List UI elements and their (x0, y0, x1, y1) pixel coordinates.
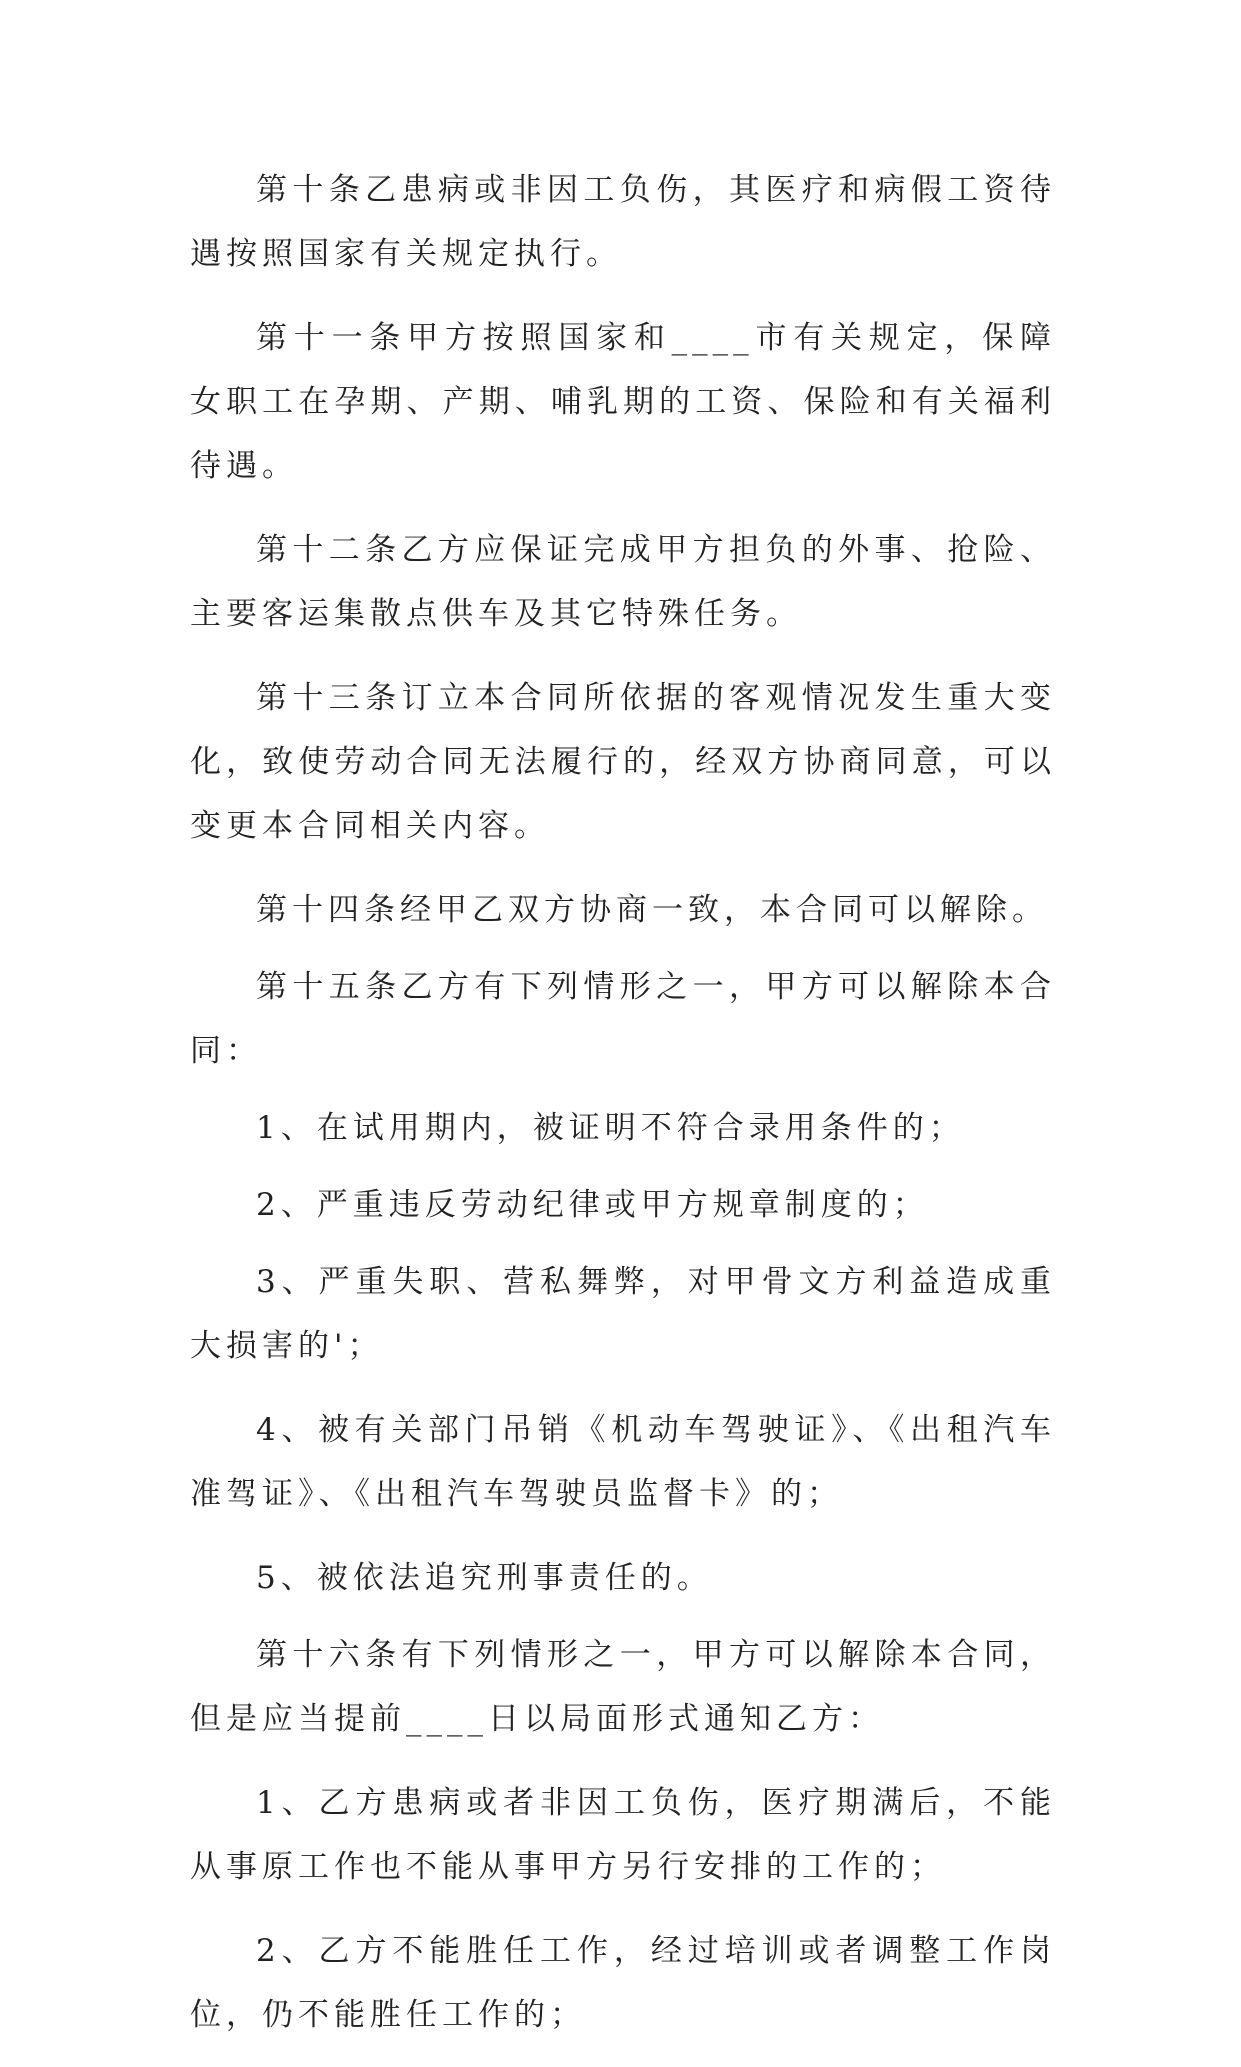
article-15-item-4: 4、被有关部门吊销《机动车驾驶证》、《出租汽车准驾证》、《出租汽车驾驶员监督卡》的； (190, 1412, 1056, 1512)
article-16-item-1: 1、乙方患病或者非因工负伤，医疗期满后，不能从事原工作也不能从事甲方另行安排的工作的； (190, 1785, 1056, 1885)
article-10: 第十条乙患病或非因工负伤，其医疗和病假工资待遇按照国家有关规定执行。 (190, 172, 1056, 272)
article-16: 第十六条有下列情形之一，甲方可以解除本合同，但是应当提前____日以局面形式通知乙方： (190, 1637, 1056, 1737)
article-11: 第十一条甲方按照国家和____市有关规定，保障女职工在孕期、产期、哺乳期的工资、保险和有关福利待遇。 (190, 320, 1056, 484)
article-15-item-1: 1、在试用期内，被证明不符合录用条件的； (256, 1110, 965, 1146)
article-15: 第十五条乙方有下列情形之一，甲方可以解除本合同： (190, 969, 1056, 1069)
article-15-item-3: 3、严重失职、营私舞弊，对甲骨文方利益造成重大损害的'； (190, 1264, 1056, 1364)
article-13: 第十三条订立本合同所依据的客观情况发生重大变化，致使劳动合同无法履行的，经双方协商同意，可以变更本合同相关内容。 (190, 680, 1056, 844)
document-page (190, 158, 1056, 2067)
article-16-item-2: 2、乙方不能胜任工作，经过培训或者调整工作岗位，仍不能胜任工作的； (190, 1933, 1056, 2033)
article-14: 第十四条经甲乙双方协商一致，本合同可以解除。 (256, 892, 1048, 928)
article-15-item-5: 5、被依法追究刑事责任的。 (256, 1560, 713, 1596)
article-15-item-2: 2、严重违反劳动纪律或甲方规章制度的； (256, 1187, 929, 1223)
article-12: 第十二条乙方应保证完成甲方担负的外事、抢险、主要客运集散点供车及其它特殊任务。 (190, 532, 1056, 632)
